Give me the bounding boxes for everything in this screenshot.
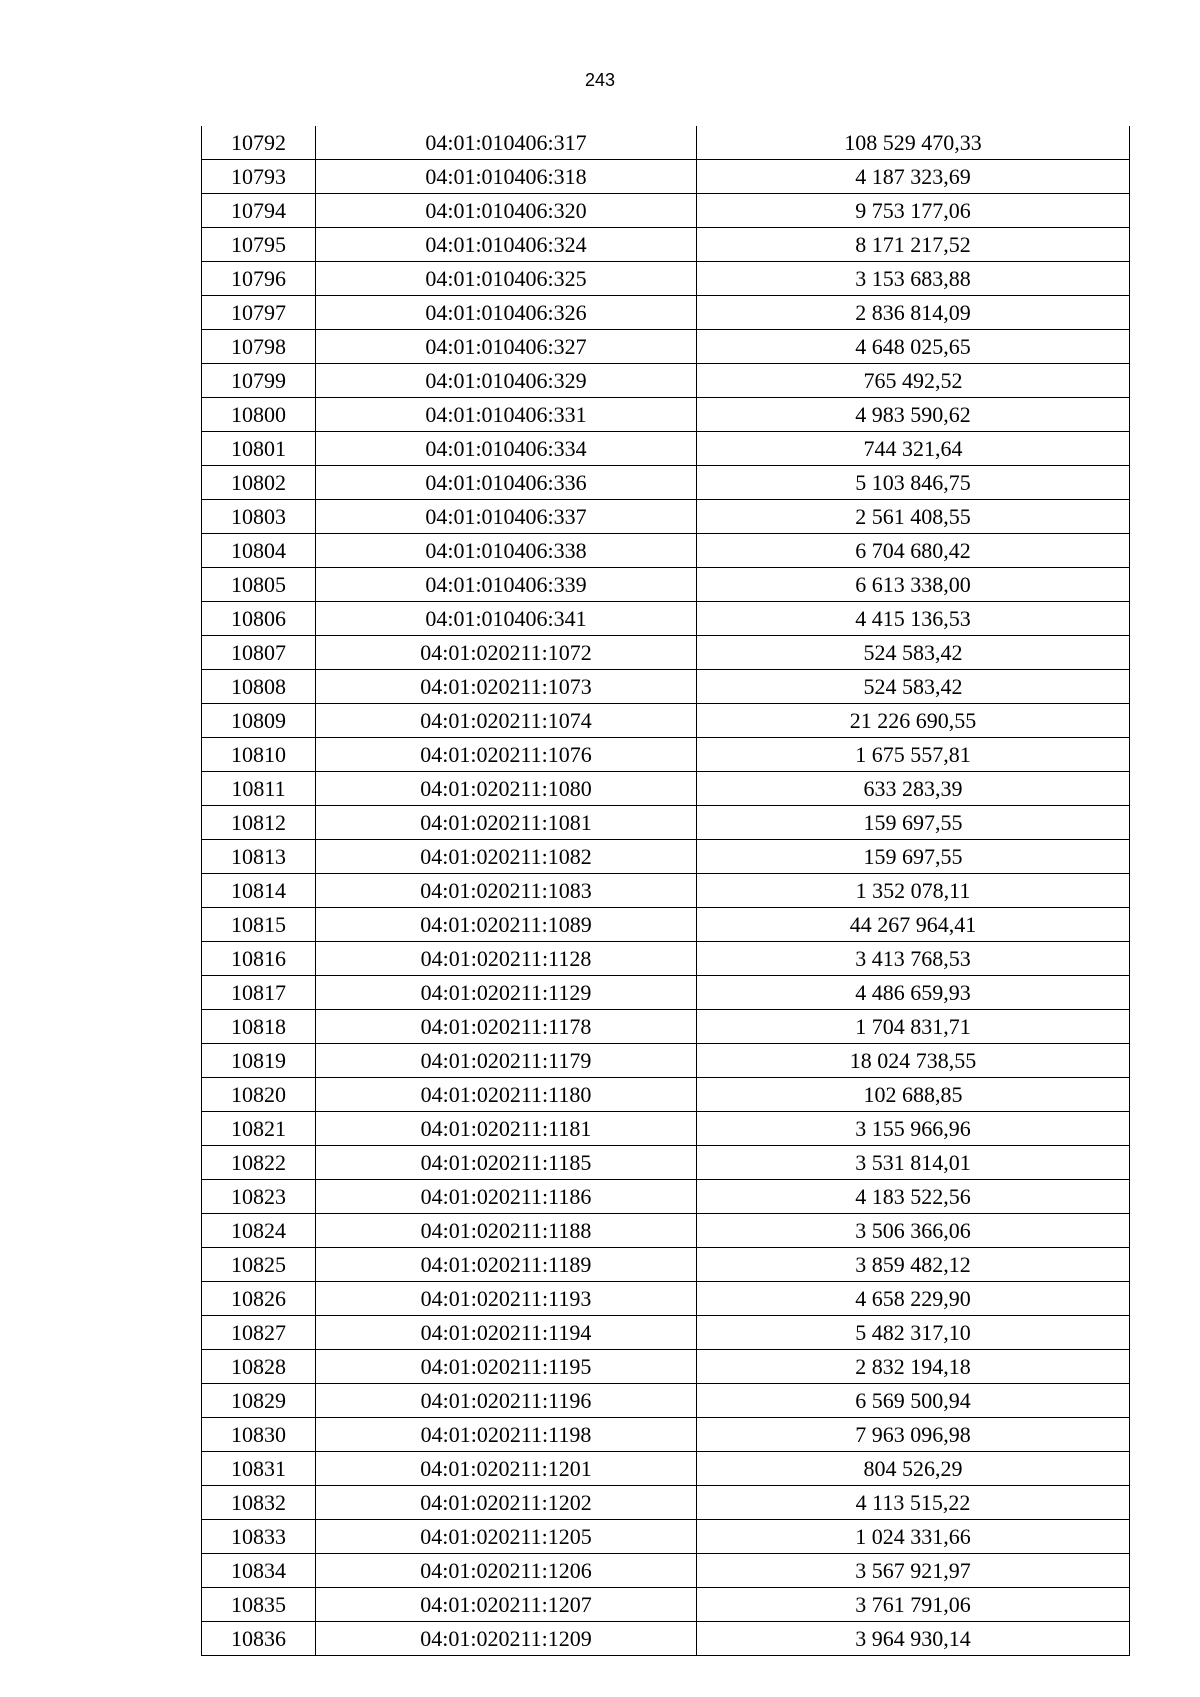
cadastral-number-cell: 04:01:020211:1194 (316, 1316, 697, 1350)
value-cell: 1 352 078,11 (697, 874, 1130, 908)
cadastral-number-cell: 04:01:020211:1072 (316, 636, 697, 670)
row-number-cell: 10812 (202, 806, 316, 840)
value-cell: 744 321,64 (697, 432, 1130, 466)
cadastral-number-cell: 04:01:020211:1198 (316, 1418, 697, 1452)
table-row (202, 942, 1130, 976)
row-number-cell: 10818 (202, 1010, 316, 1044)
row-number-cell: 10809 (202, 704, 316, 738)
table-row (202, 908, 1130, 942)
cadastral-number-cell: 04:01:020211:1202 (316, 1486, 697, 1520)
value-cell: 102 688,85 (697, 1078, 1130, 1112)
value-cell: 6 704 680,42 (697, 534, 1130, 568)
row-number-cell: 10814 (202, 874, 316, 908)
cadastral-number-cell: 04:01:020211:1193 (316, 1282, 697, 1316)
row-number-cell: 10797 (202, 296, 316, 330)
cadastral-number-cell: 04:01:010406:339 (316, 568, 697, 602)
table-row (202, 1520, 1130, 1554)
cadastral-number-cell: 04:01:020211:1180 (316, 1078, 697, 1112)
row-number-cell: 10796 (202, 262, 316, 296)
value-cell: 1 704 831,71 (697, 1010, 1130, 1044)
value-cell: 5 482 317,10 (697, 1316, 1130, 1350)
row-number-cell: 10835 (202, 1588, 316, 1622)
value-cell: 6 613 338,00 (697, 568, 1130, 602)
value-cell: 4 983 590,62 (697, 398, 1130, 432)
value-cell: 4 187 323,69 (697, 160, 1130, 194)
table-row (202, 704, 1130, 738)
value-cell: 108 529 470,33 (697, 126, 1130, 160)
value-cell: 3 964 930,14 (697, 1622, 1130, 1656)
cadastral-number-cell: 04:01:020211:1081 (316, 806, 697, 840)
cadastral-number-cell: 04:01:020211:1209 (316, 1622, 697, 1656)
cadastral-number-cell: 04:01:010406:317 (316, 126, 697, 160)
table-row (202, 1486, 1130, 1520)
value-cell: 765 492,52 (697, 364, 1130, 398)
table-row (202, 874, 1130, 908)
table-row (202, 432, 1130, 466)
cadastral-number-cell: 04:01:020211:1082 (316, 840, 697, 874)
cadastral-number-cell: 04:01:020211:1186 (316, 1180, 697, 1214)
table-row (202, 738, 1130, 772)
table-row (202, 1010, 1130, 1044)
cadastral-number-cell: 04:01:020211:1207 (316, 1588, 697, 1622)
cadastral-number-cell: 04:01:020211:1129 (316, 976, 697, 1010)
cadastral-number-cell: 04:01:010406:324 (316, 228, 697, 262)
value-cell: 3 155 966,96 (697, 1112, 1130, 1146)
table-row (202, 466, 1130, 500)
table-row (202, 296, 1130, 330)
row-number-cell: 10801 (202, 432, 316, 466)
value-cell: 633 283,39 (697, 772, 1130, 806)
cadastral-number-cell: 04:01:020211:1089 (316, 908, 697, 942)
table-row (202, 1282, 1130, 1316)
table-row (202, 1180, 1130, 1214)
value-cell: 2 561 408,55 (697, 500, 1130, 534)
table-row (202, 1316, 1130, 1350)
table-row (202, 228, 1130, 262)
value-cell: 1 675 557,81 (697, 738, 1130, 772)
row-number-cell: 10830 (202, 1418, 316, 1452)
table-row (202, 1112, 1130, 1146)
cadastral-number-cell: 04:01:020211:1083 (316, 874, 697, 908)
table-row (202, 330, 1130, 364)
cadastral-number-cell: 04:01:010406:341 (316, 602, 697, 636)
value-cell: 1 024 331,66 (697, 1520, 1130, 1554)
table-row (202, 1078, 1130, 1112)
table-row (202, 1622, 1130, 1656)
row-number-cell: 10799 (202, 364, 316, 398)
value-cell: 4 113 515,22 (697, 1486, 1130, 1520)
cadastral-number-cell: 04:01:020211:1185 (316, 1146, 697, 1180)
value-cell: 18 024 738,55 (697, 1044, 1130, 1078)
row-number-cell: 10834 (202, 1554, 316, 1588)
value-cell: 4 648 025,65 (697, 330, 1130, 364)
value-cell: 3 859 482,12 (697, 1248, 1130, 1282)
cadastral-number-cell: 04:01:020211:1181 (316, 1112, 697, 1146)
cadastral-number-cell: 04:01:010406:320 (316, 194, 697, 228)
value-cell: 3 761 791,06 (697, 1588, 1130, 1622)
row-number-cell: 10832 (202, 1486, 316, 1520)
value-cell: 159 697,55 (697, 840, 1130, 874)
cadastral-number-cell: 04:01:010406:326 (316, 296, 697, 330)
table-row (202, 772, 1130, 806)
cadastral-number-cell: 04:01:020211:1074 (316, 704, 697, 738)
cadastral-number-cell: 04:01:010406:325 (316, 262, 697, 296)
cadastral-number-cell: 04:01:020211:1201 (316, 1452, 697, 1486)
table-row (202, 568, 1130, 602)
cadastral-number-cell: 04:01:010406:331 (316, 398, 697, 432)
row-number-cell: 10795 (202, 228, 316, 262)
table-row (202, 636, 1130, 670)
table-row (202, 602, 1130, 636)
row-number-cell: 10811 (202, 772, 316, 806)
value-cell: 2 836 814,09 (697, 296, 1130, 330)
row-number-cell: 10820 (202, 1078, 316, 1112)
value-cell: 4 486 659,93 (697, 976, 1130, 1010)
row-number-cell: 10810 (202, 738, 316, 772)
row-number-cell: 10819 (202, 1044, 316, 1078)
page-number: 243 (584, 70, 616, 90)
table-row (202, 262, 1130, 296)
cadastral-number-cell: 04:01:010406:336 (316, 466, 697, 500)
table-row (202, 534, 1130, 568)
cadastral-number-cell: 04:01:020211:1076 (316, 738, 697, 772)
row-number-cell: 10822 (202, 1146, 316, 1180)
value-cell: 4 658 229,90 (697, 1282, 1130, 1316)
row-number-cell: 10794 (202, 194, 316, 228)
cadastral-number-cell: 04:01:020211:1188 (316, 1214, 697, 1248)
value-cell: 7 963 096,98 (697, 1418, 1130, 1452)
table-row (202, 1248, 1130, 1282)
cadastral-number-cell: 04:01:020211:1178 (316, 1010, 697, 1044)
row-number-cell: 10833 (202, 1520, 316, 1554)
value-cell: 3 531 814,01 (697, 1146, 1130, 1180)
row-number-cell: 10807 (202, 636, 316, 670)
value-cell: 3 567 921,97 (697, 1554, 1130, 1588)
row-number-cell: 10806 (202, 602, 316, 636)
row-number-cell: 10793 (202, 160, 316, 194)
table-row (202, 398, 1130, 432)
cadastral-number-cell: 04:01:020211:1073 (316, 670, 697, 704)
row-number-cell: 10829 (202, 1384, 316, 1418)
value-cell: 159 697,55 (697, 806, 1130, 840)
row-number-cell: 10804 (202, 534, 316, 568)
value-cell: 9 753 177,06 (697, 194, 1130, 228)
cadastral-number-cell: 04:01:020211:1205 (316, 1520, 697, 1554)
cadastral-number-cell: 04:01:020211:1179 (316, 1044, 697, 1078)
row-number-cell: 10824 (202, 1214, 316, 1248)
table-row (202, 1452, 1130, 1486)
table-row (202, 1418, 1130, 1452)
cadastral-number-cell: 04:01:020211:1189 (316, 1248, 697, 1282)
row-number-cell: 10805 (202, 568, 316, 602)
value-cell: 4 183 522,56 (697, 1180, 1130, 1214)
row-number-cell: 10828 (202, 1350, 316, 1384)
table-row (202, 976, 1130, 1010)
cadastral-number-cell: 04:01:020211:1080 (316, 772, 697, 806)
row-number-cell: 10792 (202, 126, 316, 160)
table-row (202, 1554, 1130, 1588)
cadastral-number-cell: 04:01:010406:327 (316, 330, 697, 364)
row-number-cell: 10808 (202, 670, 316, 704)
table-row (202, 1350, 1130, 1384)
value-cell: 44 267 964,41 (697, 908, 1130, 942)
cadastral-number-cell: 04:01:020211:1196 (316, 1384, 697, 1418)
row-number-cell: 10816 (202, 942, 316, 976)
cadastral-number-cell: 04:01:010406:334 (316, 432, 697, 466)
cadastral-number-cell: 04:01:010406:338 (316, 534, 697, 568)
value-cell: 3 413 768,53 (697, 942, 1130, 976)
value-cell: 21 226 690,55 (697, 704, 1130, 738)
table-row (202, 1214, 1130, 1248)
table-row (202, 670, 1130, 704)
table-row (202, 364, 1130, 398)
row-number-cell: 10827 (202, 1316, 316, 1350)
cadastral-number-cell: 04:01:020211:1195 (316, 1350, 697, 1384)
row-number-cell: 10803 (202, 500, 316, 534)
cadastral-number-cell: 04:01:010406:337 (316, 500, 697, 534)
row-number-cell: 10821 (202, 1112, 316, 1146)
value-cell: 804 526,29 (697, 1452, 1130, 1486)
row-number-cell: 10823 (202, 1180, 316, 1214)
value-cell: 524 583,42 (697, 670, 1130, 704)
row-number-cell: 10815 (202, 908, 316, 942)
value-cell: 2 832 194,18 (697, 1350, 1130, 1384)
cadastral-value-table (201, 126, 1130, 1656)
table-row (202, 194, 1130, 228)
table-row (202, 1588, 1130, 1622)
table-row (202, 126, 1130, 160)
value-cell: 4 415 136,53 (697, 602, 1130, 636)
value-cell: 8 171 217,52 (697, 228, 1130, 262)
row-number-cell: 10825 (202, 1248, 316, 1282)
value-cell: 5 103 846,75 (697, 466, 1130, 500)
table-row (202, 1384, 1130, 1418)
cadastral-number-cell: 04:01:020211:1128 (316, 942, 697, 976)
row-number-cell: 10817 (202, 976, 316, 1010)
row-number-cell: 10836 (202, 1622, 316, 1656)
row-number-cell: 10800 (202, 398, 316, 432)
table-row (202, 160, 1130, 194)
table-row (202, 1146, 1130, 1180)
cadastral-number-cell: 04:01:010406:329 (316, 364, 697, 398)
value-cell: 524 583,42 (697, 636, 1130, 670)
value-cell: 3 153 683,88 (697, 262, 1130, 296)
row-number-cell: 10802 (202, 466, 316, 500)
cadastral-number-cell: 04:01:010406:318 (316, 160, 697, 194)
value-cell: 6 569 500,94 (697, 1384, 1130, 1418)
row-number-cell: 10798 (202, 330, 316, 364)
table-body (202, 126, 1130, 1656)
value-cell: 3 506 366,06 (697, 1214, 1130, 1248)
table-row (202, 840, 1130, 874)
table-row (202, 1044, 1130, 1078)
cadastral-number-cell: 04:01:020211:1206 (316, 1554, 697, 1588)
row-number-cell: 10831 (202, 1452, 316, 1486)
row-number-cell: 10826 (202, 1282, 316, 1316)
table-row (202, 500, 1130, 534)
table-row (202, 806, 1130, 840)
row-number-cell: 10813 (202, 840, 316, 874)
